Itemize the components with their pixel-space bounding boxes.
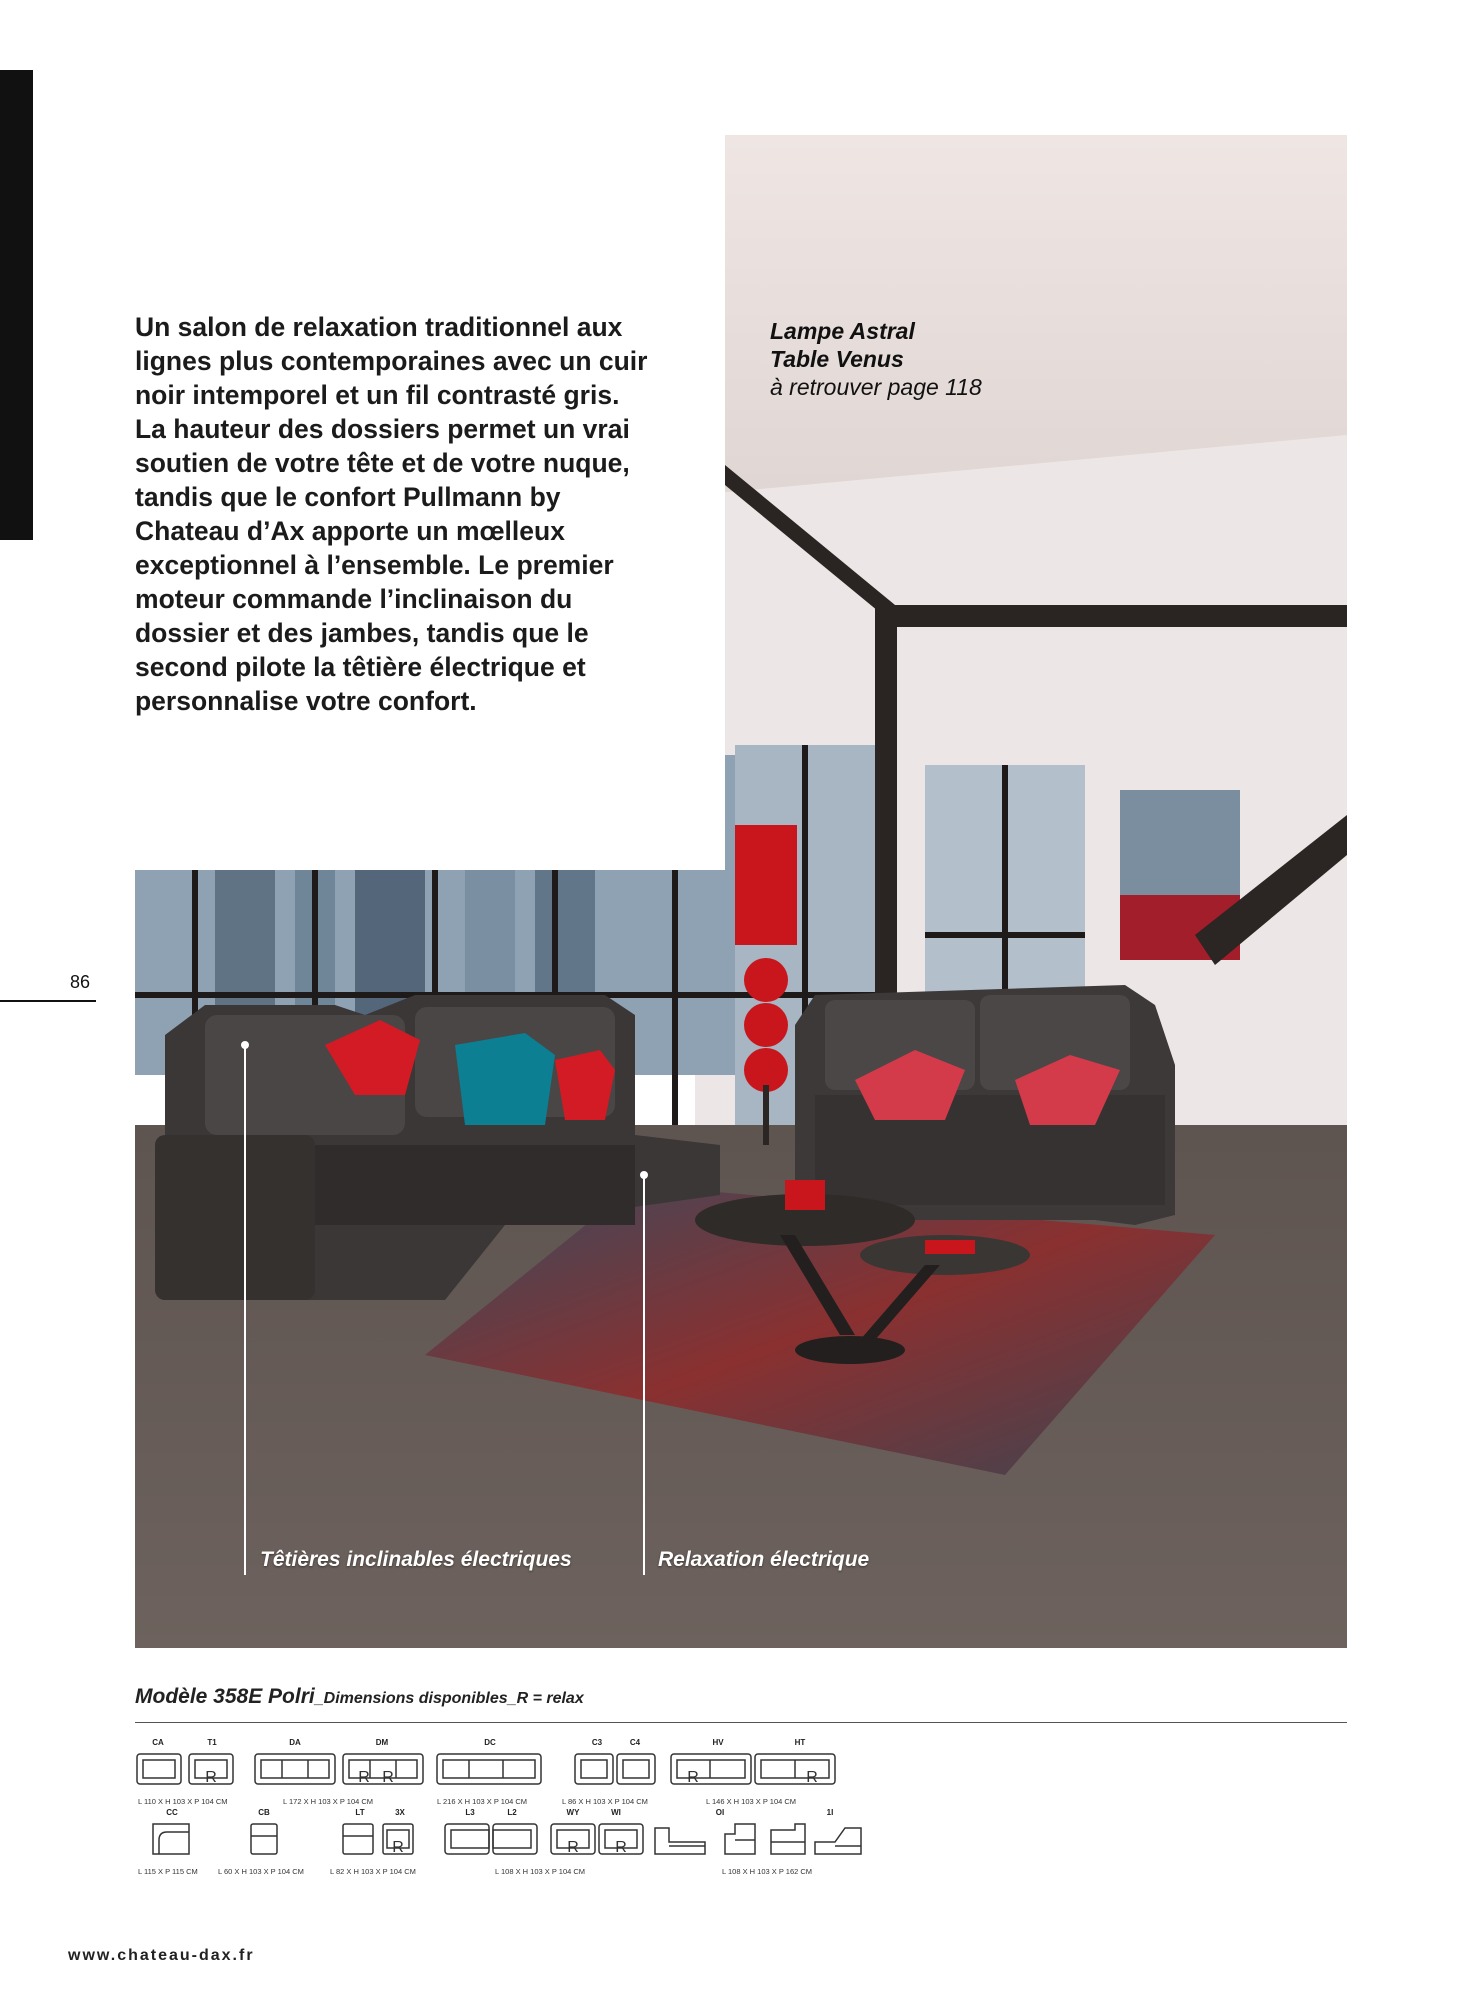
relax-mark: R	[687, 1769, 699, 1786]
piece-code: HT	[794, 1738, 806, 1747]
piece-code: CC	[166, 1808, 178, 1817]
photo-caption	[770, 317, 982, 401]
dimension: L 86 X H 103 X P 104 CM	[562, 1797, 648, 1806]
piece-code: LT	[355, 1808, 365, 1817]
relax-mark: R	[806, 1769, 818, 1786]
model-title	[135, 1685, 584, 1709]
model-rule	[135, 1722, 1347, 1723]
dimension: L 108 X H 103 X P 162 CM	[722, 1867, 813, 1876]
relax-mark: R	[382, 1769, 394, 1786]
dimension: L 82 X H 103 X P 104 CM	[330, 1867, 416, 1876]
feature-relaxation: Relaxation électrique	[658, 1548, 870, 1571]
piece-code: WI	[611, 1808, 621, 1817]
relax-mark: R	[567, 1839, 579, 1856]
sofa-pieces-row-1	[135, 1750, 855, 1790]
piece-code: CB	[258, 1808, 270, 1817]
dimension: L 172 X H 103 X P 104 CM	[283, 1797, 374, 1806]
piece-code: 1I	[826, 1808, 834, 1817]
piece-code: DM	[375, 1738, 389, 1747]
dimension: L 216 X H 103 X P 104 CM	[437, 1797, 528, 1806]
piece-code: L2	[507, 1808, 517, 1817]
dimension: L 115 X P 115 CM	[138, 1867, 198, 1876]
relax-mark: R	[205, 1769, 217, 1786]
relax-mark: R	[358, 1769, 370, 1786]
dimension: L 60 X H 103 X P 104 CM	[218, 1867, 304, 1876]
feature-headrests: Têtières inclinables électriques	[260, 1548, 572, 1571]
piece-code: C3	[591, 1738, 603, 1747]
caption-lamp: Lampe Astral	[770, 318, 915, 344]
piece-code: T1	[207, 1738, 217, 1747]
relax-mark: R	[392, 1839, 404, 1856]
piece-code: OI	[715, 1808, 725, 1817]
side-accent-bar	[0, 70, 33, 540]
dimension: L 108 X H 103 X P 104 CM	[495, 1867, 586, 1876]
model-suffix: _Dimensions disponibles_R = relax	[314, 1690, 584, 1707]
piece-code: HV	[712, 1738, 724, 1747]
website-url[interactable]: www.chateau-dax.fr	[68, 1947, 255, 1964]
headrest-marker-line	[244, 1045, 246, 1575]
piece-code: CA	[152, 1738, 164, 1747]
page-number-rule	[0, 1000, 96, 1002]
relax-mark: R	[615, 1839, 627, 1856]
relax-marker-line	[643, 1175, 645, 1575]
caption-table: Table Venus	[770, 346, 904, 372]
piece-code: 3X	[395, 1808, 405, 1817]
sofa-pieces-row-2	[135, 1820, 895, 1860]
piece-code: DA	[289, 1738, 301, 1747]
page-number: 86	[70, 972, 91, 992]
piece-code: DC	[484, 1738, 496, 1747]
dimension: L 146 X H 103 X P 104 CM	[706, 1797, 797, 1806]
model-name: Modèle 358E Polri	[135, 1685, 315, 1708]
piece-code: WY	[566, 1808, 580, 1817]
piece-code: L3	[465, 1808, 475, 1817]
dimension: L 110 X H 103 X P 104 CM	[138, 1797, 228, 1806]
intro-paragraph: Un salon de relaxation traditionnel aux lignes plus contemporaines avec un cuir noir intemporel et un fil contrasté gris. La hauteur des dossiers permet un vrai soutien de votre tête et de votre nuque, tandis que le confort Pullmann by Chateau d’Ax apporte un mœlleux exceptionnel à l’ensemble. Le premier moteur commande l’inclinaison du dossier et des jambes, tandis que le second pilote la têtière électrique et personnalise votre confort.	[135, 312, 648, 716]
piece-code: C4	[629, 1738, 641, 1747]
caption-page-ref: à retrouver page 118	[770, 374, 982, 400]
